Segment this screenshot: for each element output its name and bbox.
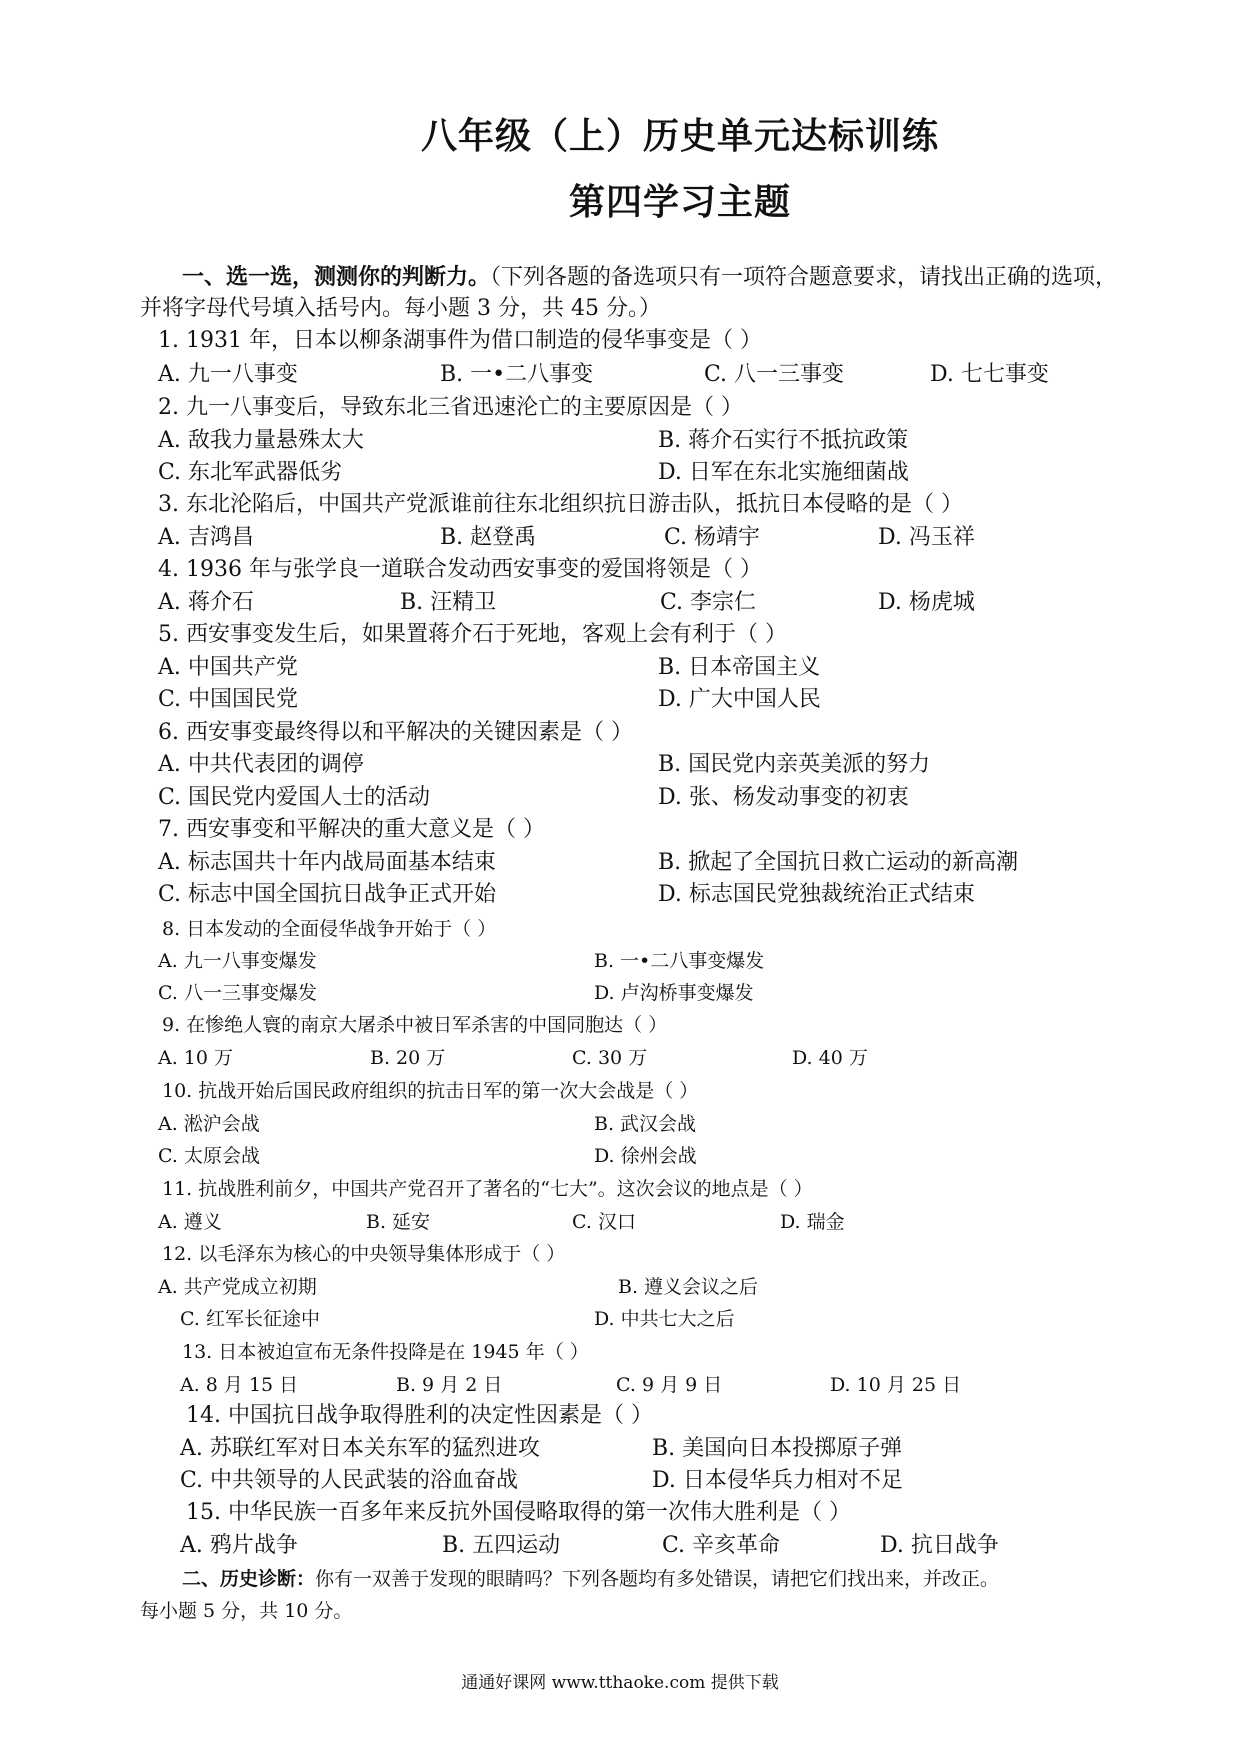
option-d: D. 日本侵华兵力相对不足 (652, 1468, 903, 1493)
option-b: B. 赵登禹 (440, 525, 537, 550)
option-d: D. 杨虎城 (878, 590, 975, 615)
option-c: C. 30 万 (572, 1047, 648, 1069)
section2-heading: 二、历史诊断： (182, 1568, 316, 1590)
option-d: D. 日军在东北实施细菌战 (658, 460, 909, 485)
question-3-stem: 3. 东北沦陷后，中国共产党派谁前往东北组织抗日游击队，抵抗日本侵略的是（ ） (158, 492, 963, 517)
option-b: B. 美国向日本投掷原子弹 (652, 1436, 903, 1461)
question-6-stem: 6. 西安事变最终得以和平解决的关键因素是（ ） (158, 720, 633, 745)
section2-instruction: 你有一双善于发现的眼睛吗？下列各题均有多处错误，请把它们找出来，并改正。 (315, 1568, 1000, 1590)
option-a: A. 中共代表团的调停 (158, 752, 364, 777)
option-a: A. 吉鸿昌 (158, 525, 254, 550)
section1-intro (182, 262, 1117, 293)
question-10-stem: 10. 抗战开始后国民政府组织的抗击日军的第一次大会战是（ ） (162, 1080, 699, 1102)
option-a: A. 标志国共十年内战局面基本结束 (158, 850, 496, 875)
option-d: D. 40 万 (792, 1047, 868, 1069)
question-13-stem: 13. 日本被迫宣布无条件投降是在 1945 年（ ） (182, 1341, 589, 1363)
option-d: D. 瑞金 (780, 1211, 845, 1233)
option-a: A. 九一八事变爆发 (158, 950, 317, 972)
option-c: C. 中共领导的人民武装的浴血奋战 (180, 1468, 519, 1493)
option-c: C. 八一三事变 (704, 362, 845, 387)
option-d: D. 标志国民党独裁统治正式结束 (658, 882, 975, 907)
option-b: B. 20 万 (370, 1047, 446, 1069)
section1-instruction-cont: 并将字母代号填入括号内。每小题 3 分，共 45 分。） (140, 296, 661, 321)
page-footer: 通通好课网 www.tthaoke.com 提供下载 (461, 1673, 779, 1693)
option-a: A. 共产党成立初期 (158, 1276, 317, 1298)
option-a: A. 遵义 (158, 1211, 222, 1233)
option-c: C. 标志中国全国抗日战争正式开始 (158, 882, 497, 907)
option-a: A. 8 月 15 日 (180, 1374, 299, 1396)
question-15-stem: 15. 中华民族一百多年来反抗外国侵略取得的第一次伟大胜利是（ ） (186, 1500, 851, 1525)
option-c: C. 东北军武器低劣 (158, 460, 343, 485)
option-d: D. 中共七大之后 (594, 1308, 735, 1330)
option-c: C. 中国国民党 (158, 687, 299, 712)
question-12-stem: 12. 以毛泽东为核心的中央领导集体形成于（ ） (162, 1243, 566, 1265)
option-b: B. 五四运动 (442, 1533, 561, 1558)
option-b: B. 遵义会议之后 (618, 1276, 759, 1298)
option-c: C. 9 月 9 日 (616, 1374, 723, 1396)
option-b: B. 掀起了全国抗日救亡运动的新高潮 (658, 850, 1019, 875)
option-b: B. 汪精卫 (400, 590, 497, 615)
option-a: A. 鸦片战争 (180, 1533, 298, 1558)
section2-intro (182, 1564, 999, 1594)
option-d: D. 冯玉祥 (878, 525, 975, 550)
question-9-stem: 9. 在惨绝人寰的南京大屠杀中被日军杀害的中国同胞达（ ） (162, 1014, 668, 1036)
option-c: C. 汉口 (572, 1211, 636, 1233)
option-c: C. 八一三事变爆发 (158, 982, 317, 1004)
option-b: B. 一•二八事变 (440, 362, 594, 387)
option-b: B. 9 月 2 日 (396, 1374, 503, 1396)
option-d: D. 徐州会战 (594, 1145, 697, 1167)
page-subtitle: 第四学习主题 (568, 181, 791, 223)
option-c: C. 李宗仁 (660, 590, 757, 615)
option-c: C. 太原会战 (158, 1145, 260, 1167)
question-2-stem: 2. 九一八事变后，导致东北三省迅速沦亡的主要原因是（ ） (158, 395, 743, 420)
option-a: A. 10 万 (158, 1047, 234, 1069)
option-c: C. 辛亥革命 (662, 1533, 781, 1558)
option-c: C. 红军长征途中 (180, 1308, 320, 1330)
option-a: A. 中国共产党 (158, 655, 298, 680)
option-c: C. 国民党内爱国人士的活动 (158, 785, 431, 810)
option-d: D. 抗日战争 (880, 1533, 999, 1558)
section2-instruction-cont: 每小题 5 分，共 10 分。 (140, 1600, 353, 1622)
option-c: C. 杨靖宇 (664, 525, 761, 550)
option-b: B. 蒋介石实行不抵抗政策 (658, 428, 909, 453)
question-4-stem: 4. 1936 年与张学良一道联合发动西安事变的爱国将领是（ ） (158, 557, 762, 582)
question-5-stem: 5. 西安事变发生后，如果置蒋介石于死地，客观上会有利于（ ） (158, 622, 787, 647)
option-d: D. 张、杨发动事变的初衷 (658, 785, 909, 810)
section1-instruction: （下列各题的备选项只有一项符合题意要求，请找出正确的选项， (490, 265, 1118, 290)
option-b: B. 武汉会战 (594, 1113, 697, 1135)
option-d: D. 广大中国人民 (658, 687, 821, 712)
question-11-stem: 11. 抗战胜利前夕，中国共产党召开了著名的“七大”。这次会议的地点是（ ） (162, 1178, 813, 1200)
option-b: B. 延安 (366, 1211, 431, 1233)
section1-heading: 一、选一选，测测你的判断力。 (182, 264, 491, 290)
option-b: B. 国民党内亲英美派的努力 (658, 752, 931, 777)
option-a: A. 敌我力量悬殊太大 (158, 428, 364, 453)
question-14-stem: 14. 中国抗日战争取得胜利的决定性因素是（ ） (186, 1403, 653, 1428)
option-a: A. 蒋介石 (158, 590, 254, 615)
option-a: A. 苏联红军对日本关东军的猛烈进攻 (180, 1436, 540, 1461)
option-b: B. 日本帝国主义 (658, 655, 821, 680)
question-1-stem: 1. 1931 年，日本以柳条湖事件为借口制造的侵华事变是（ ） (158, 328, 762, 353)
page-title: 八年级（上）历史单元达标训练 (420, 115, 939, 157)
option-d: D. 卢沟桥事变爆发 (594, 982, 754, 1004)
question-8-stem: 8. 日本发动的全面侵华战争开始于（ ） (162, 918, 497, 940)
option-b: B. 一•二八事变爆发 (594, 950, 765, 972)
option-d: D. 七七事变 (930, 362, 1049, 387)
option-a: A. 九一八事变 (158, 362, 298, 387)
question-7-stem: 7. 西安事变和平解决的重大意义是（ ） (158, 817, 545, 842)
option-a: A. 淞沪会战 (158, 1113, 260, 1135)
option-d: D. 10 月 25 日 (830, 1374, 962, 1396)
